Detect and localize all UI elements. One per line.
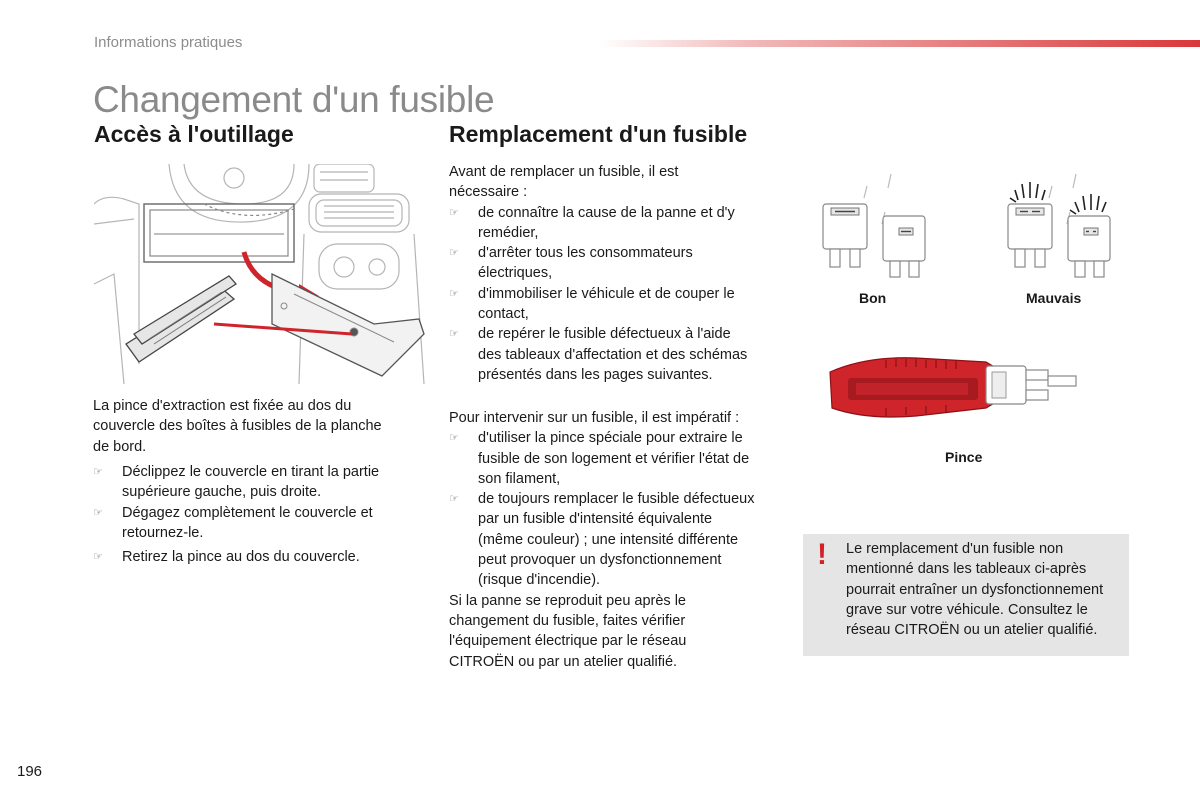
text-line: CITROËN ou par un atelier qualifié. — [449, 653, 678, 670]
list-item — [449, 203, 779, 244]
text-line: Pour intervenir sur un fusible, il est impératif : — [449, 410, 740, 426]
warning-text — [846, 539, 1128, 640]
fuse-good-illustration — [815, 172, 935, 282]
fuse-bad-label: Mauvais — [1026, 290, 1082, 306]
pointing-hand-icon: ☞ — [449, 287, 459, 300]
list-item — [449, 428, 779, 489]
list-item — [449, 243, 779, 284]
warning-icon: ! — [817, 538, 827, 571]
left-intro — [93, 396, 423, 457]
pointing-hand-icon: ☞ — [93, 551, 103, 564]
list-item — [93, 462, 423, 503]
text-line: de toujours remplacer le fusible défectueux — [478, 491, 755, 508]
text-line: couvercle des boîtes à fusibles de la planche — [93, 418, 382, 435]
left-heading: Accès à l'outillage — [94, 121, 294, 147]
pointing-hand-icon: ☞ — [449, 328, 459, 341]
fuse-puller-label: Pince — [945, 449, 983, 465]
list-item — [449, 489, 779, 590]
fuse-bad-illustration — [1000, 172, 1120, 282]
pointing-hand-icon: ☞ — [449, 432, 459, 445]
text-line: grave sur votre véhicule. Consultez le — [846, 601, 1088, 618]
list-item — [93, 547, 423, 567]
text-line: Le remplacement d'un fusible non — [846, 541, 1064, 557]
dashboard-fuse-cover-illustration — [94, 164, 429, 384]
text-line: présentés dans les pages suivantes. — [478, 366, 713, 383]
text-line: remédier, — [478, 224, 539, 241]
text-line: pourrait entraîner un dysfonctionnement — [846, 581, 1104, 598]
page-number: 196 — [17, 763, 43, 780]
text-line: Avant de remplacer un fusible, il est — [449, 164, 679, 180]
text-line: d'arrêter tous les consommateurs — [478, 245, 693, 262]
text-line: d'utiliser la pince spéciale pour extraire le — [478, 430, 743, 447]
text-line: d'immobiliser le véhicule et de couper le — [478, 285, 735, 302]
pointing-hand-icon: ☞ — [93, 466, 103, 478]
text-line: (même couleur) ; une intensité différente — [478, 531, 739, 548]
pointing-hand-icon: ☞ — [93, 506, 103, 519]
pointing-hand-icon: ☞ — [449, 206, 459, 219]
left-steps — [93, 462, 423, 567]
text-line: La pince d'extraction est fixée au dos du — [93, 398, 352, 414]
text-line: électriques, — [478, 265, 553, 282]
text-line: supérieure gauche, puis droite. — [122, 484, 322, 501]
text-line: de repérer le fusible défectueux à l'aide — [478, 326, 731, 343]
text-line: Si la panne se reproduit peu après le — [449, 592, 686, 609]
section-label: Informations pratiques — [94, 34, 243, 51]
text-line: mentionné dans les tableaux ci-après — [846, 561, 1087, 578]
list-item — [449, 324, 779, 385]
text-line: Dégagez complètement le couvercle et — [122, 504, 373, 521]
text-line: Retirez la pince au dos du couvercle. — [122, 549, 360, 566]
before-section — [449, 162, 779, 385]
page-title: Changement d'un fusible — [93, 79, 495, 120]
header-accent-bar — [600, 40, 1200, 47]
warning-box — [803, 534, 1129, 656]
text-line: retournez-le. — [122, 524, 204, 541]
text-line: de connaître la cause de la panne et d'y — [478, 204, 735, 221]
list-item — [93, 503, 423, 544]
text-line: contact, — [478, 306, 529, 323]
text-line: des tableaux d'affectation et des schémas — [478, 346, 748, 363]
list-item — [449, 284, 779, 325]
text-line: fusible de son logement et vérifier l'état de — [478, 450, 750, 467]
fuse-puller-illustration — [826, 350, 1082, 430]
text-line: par un fusible d'intensité équivalente — [478, 511, 713, 528]
right-heading: Remplacement d'un fusible — [449, 121, 748, 147]
text-line: (risque d'incendie). — [478, 572, 601, 589]
text-line: réseau CITROËN ou un atelier qualifié. — [846, 622, 1098, 639]
text-line: nécessaire : — [449, 184, 528, 201]
pointing-hand-icon: ☞ — [449, 493, 459, 506]
during-section — [449, 408, 779, 672]
fuse-good-label: Bon — [859, 290, 887, 306]
text-line: changement du fusible, faites vérifier — [449, 612, 686, 629]
text-line: peut provoquer un dysfonctionnement — [478, 552, 722, 569]
text-line: l'équipement électrique par le réseau — [449, 633, 687, 650]
text-line: son filament, — [478, 470, 561, 487]
text-line: Déclippez le couvercle en tirant la partie — [122, 464, 380, 480]
text-line: de bord. — [93, 438, 147, 455]
pointing-hand-icon: ☞ — [449, 247, 459, 260]
